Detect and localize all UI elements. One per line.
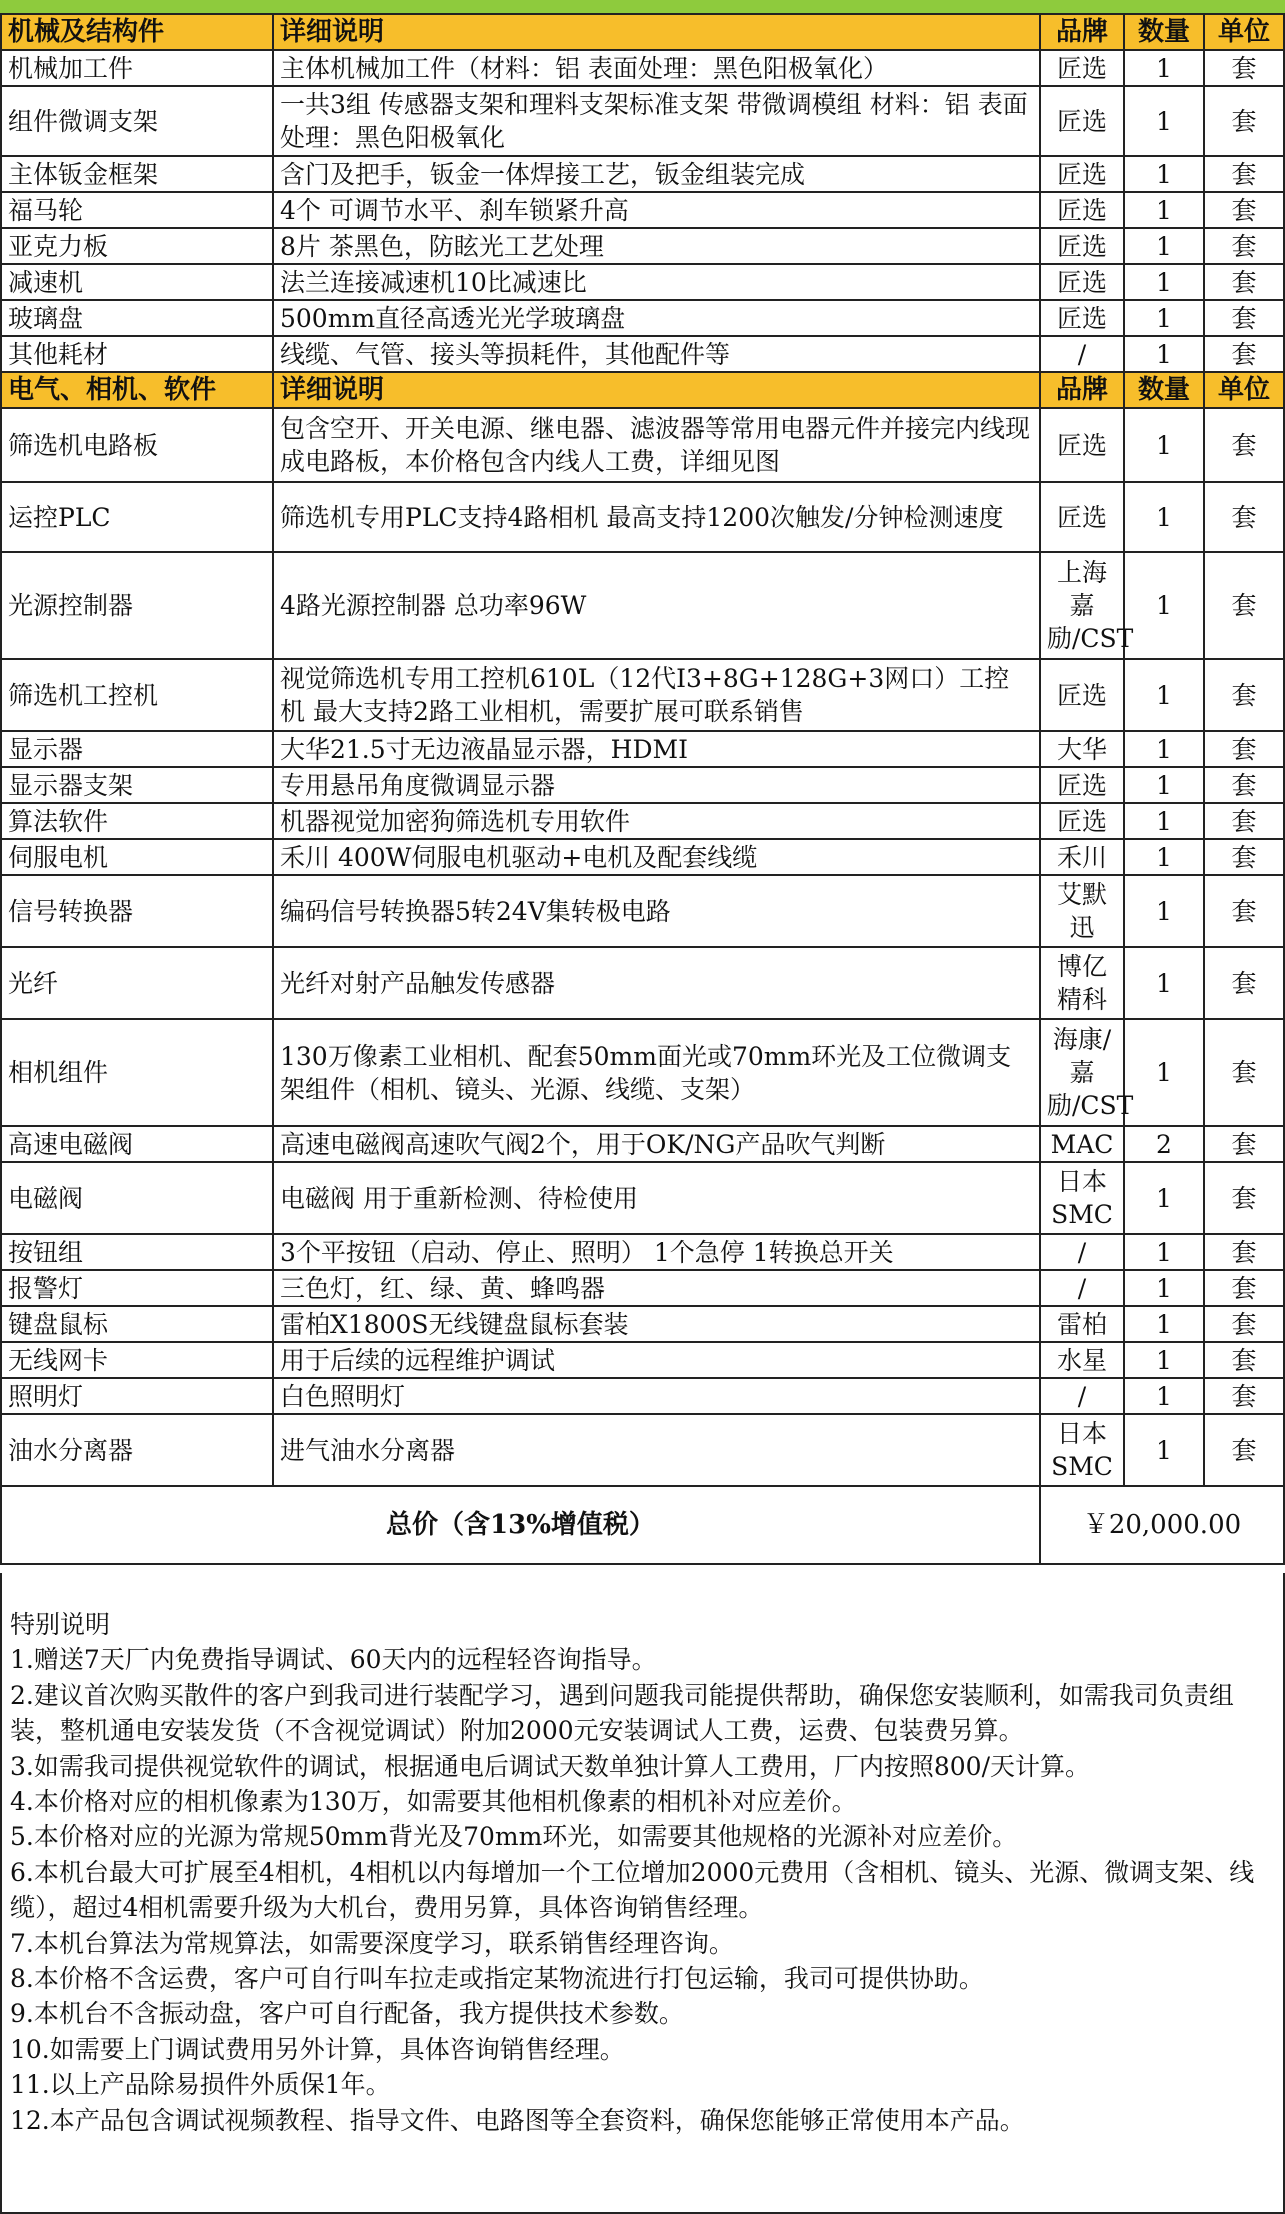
item-brand: 艾默迅 [1040, 875, 1124, 947]
item-quantity: 1 [1124, 731, 1204, 767]
item-description: 8片 茶黑色，防眩光工艺处理 [273, 228, 1040, 264]
item-description: 视觉筛选机专用工控机610L（12代I3+8G+128G+3网口）工控机 最大支持2路工业相机，需要扩展可联系销售 [273, 659, 1040, 731]
item-unit: 套 [1204, 228, 1284, 264]
item-quantity: 1 [1124, 336, 1204, 372]
item-quantity: 1 [1124, 947, 1204, 1019]
item-description: 包含空开、开关电源、继电器、滤波器等常用电器元件并接完内线现成电路板，本价格包含内线人工费，详细见图 [273, 408, 1040, 482]
note-item: 8.本价格不含运费，客户可自行叫车拉走或指定某物流进行打包运输，我司可提供协助。 [10, 1964, 984, 1994]
item-name: 油水分离器 [1, 1414, 273, 1486]
item-name: 筛选机电路板 [1, 408, 273, 482]
total-label: 总价（含13%增值税） [1, 1486, 1040, 1564]
section-unit-header: 单位 [1204, 14, 1284, 50]
item-name: 主体钣金框架 [1, 156, 273, 192]
item-name: 机械加工件 [1, 50, 273, 86]
item-quantity: 1 [1124, 1306, 1204, 1342]
item-quantity: 1 [1124, 482, 1204, 552]
note-item: 12.本产品包含调试视频教程、指导文件、电路图等全套资料，确保您能够正常使用本产品。 [10, 2105, 1025, 2135]
item-unit: 套 [1204, 839, 1284, 875]
item-name: 报警灯 [1, 1270, 273, 1306]
item-description: 4路光源控制器 总功率96W [273, 552, 1040, 659]
item-brand: 匠选 [1040, 300, 1124, 336]
note-item: 11.以上产品除易损件外质保1年。 [10, 2070, 391, 2100]
item-quantity: 1 [1124, 659, 1204, 731]
table-row [1, 264, 1284, 300]
item-quantity: 1 [1124, 875, 1204, 947]
item-description: 编码信号转换器5转24V集转极电路 [273, 875, 1040, 947]
item-quantity: 1 [1124, 86, 1204, 156]
item-brand: 匠选 [1040, 264, 1124, 300]
item-name: 信号转换器 [1, 875, 273, 947]
item-name: 福马轮 [1, 192, 273, 228]
item-name: 玻璃盘 [1, 300, 273, 336]
table-row [1, 192, 1284, 228]
total-price: ￥20,000.00 [1040, 1486, 1284, 1564]
section-header [1, 372, 1284, 408]
table-row [1, 156, 1284, 192]
item-quantity: 1 [1124, 192, 1204, 228]
table-row [1, 552, 1284, 659]
table-row [1, 803, 1284, 839]
item-description: 机器视觉加密狗筛选机专用软件 [273, 803, 1040, 839]
item-name: 按钮组 [1, 1234, 273, 1270]
item-unit: 套 [1204, 86, 1284, 156]
item-unit: 套 [1204, 336, 1284, 372]
item-name: 组件微调支架 [1, 86, 273, 156]
note-item: 5.本价格对应的光源为常规50mm背光及70mm环光，如需要其他规格的光源补对应差价。 [10, 1822, 1018, 1852]
item-brand: 上海嘉励/CST [1040, 552, 1124, 659]
item-description: 3个平按钮（启动、停止、照明） 1个急停 1转换总开关 [273, 1234, 1040, 1270]
item-brand: 日本SMC [1040, 1414, 1124, 1486]
item-brand: 日本SMC [1040, 1162, 1124, 1234]
item-name: 算法软件 [1, 803, 273, 839]
table-row [1, 1234, 1284, 1270]
item-description: 光纤对射产品触发传感器 [273, 947, 1040, 1019]
item-quantity: 1 [1124, 552, 1204, 659]
item-brand: / [1040, 1270, 1124, 1306]
item-brand: 海康/嘉励/CST [1040, 1019, 1124, 1126]
item-brand: / [1040, 336, 1124, 372]
note-item: 1.赠送7天厂内免费指导调试、60天内的远程轻咨询指导。 [10, 1645, 657, 1675]
item-unit: 套 [1204, 482, 1284, 552]
item-quantity: 1 [1124, 228, 1204, 264]
item-name: 无线网卡 [1, 1342, 273, 1378]
table-row [1, 336, 1284, 372]
item-name: 电磁阀 [1, 1162, 273, 1234]
item-brand: 博亿精科 [1040, 947, 1124, 1019]
table-row [1, 1306, 1284, 1342]
item-brand: 大华 [1040, 731, 1124, 767]
item-brand: 水星 [1040, 1342, 1124, 1378]
item-brand: 雷柏 [1040, 1306, 1124, 1342]
notes-list [10, 1642, 1275, 2138]
item-name: 键盘鼠标 [1, 1306, 273, 1342]
item-unit: 套 [1204, 300, 1284, 336]
item-brand: 匠选 [1040, 408, 1124, 482]
table-row [1, 408, 1284, 482]
item-unit: 套 [1204, 1270, 1284, 1306]
section-category: 机械及结构件 [1, 14, 273, 50]
item-description: 大华21.5寸无边液晶显示器，HDMI [273, 731, 1040, 767]
item-name: 伺服电机 [1, 839, 273, 875]
quotation-table [0, 13, 1285, 1565]
item-quantity: 1 [1124, 1378, 1204, 1414]
item-description: 主体机械加工件（材料：铝 表面处理：黑色阳极氧化） [273, 50, 1040, 86]
item-unit: 套 [1204, 731, 1284, 767]
table-row [1, 1342, 1284, 1378]
table-row [1, 839, 1284, 875]
section-brand-header: 品牌 [1040, 372, 1124, 408]
total-row [1, 1486, 1284, 1564]
section-category: 电气、相机、软件 [1, 372, 273, 408]
item-name: 光纤 [1, 947, 273, 1019]
item-unit: 套 [1204, 1414, 1284, 1486]
item-description: 三色灯，红、绿、黄、蜂鸣器 [273, 1270, 1040, 1306]
section-detail-header: 详细说明 [273, 14, 1040, 50]
item-brand: 匠选 [1040, 50, 1124, 86]
table-row [1, 1378, 1284, 1414]
item-quantity: 1 [1124, 1414, 1204, 1486]
item-quantity: 1 [1124, 1342, 1204, 1378]
item-unit: 套 [1204, 1019, 1284, 1126]
item-unit: 套 [1204, 947, 1284, 1019]
item-description: 禾川 400W伺服电机驱动+电机及配套线缆 [273, 839, 1040, 875]
item-quantity: 1 [1124, 300, 1204, 336]
note-item: 2.建议首次购买散件的客户到我司进行装配学习，遇到问题我司能提供帮助，确保您安装顺利，如需我司负责组装，整机通电安装发货（不含视觉调试）附加2000元安装调试人工费，运费、包装费另算。 [10, 1680, 1234, 1746]
item-name: 光源控制器 [1, 552, 273, 659]
table-row [1, 1270, 1284, 1306]
item-unit: 套 [1204, 156, 1284, 192]
item-description: 4个 可调节水平、刹车锁紧升高 [273, 192, 1040, 228]
table-row [1, 947, 1284, 1019]
item-description: 白色照明灯 [273, 1378, 1040, 1414]
note-item: 7.本机台算法为常规算法，如需要深度学习，联系销售经理咨询。 [10, 1928, 734, 1958]
item-description: 线缆、气管、接头等损耗件，其他配件等 [273, 336, 1040, 372]
item-name: 高速电磁阀 [1, 1126, 273, 1162]
item-description: 一共3组 传感器支架和理料支架标准支架 带微调模组 材料：铝 表面处理：黑色阳极氧化 [273, 86, 1040, 156]
item-name: 显示器支架 [1, 767, 273, 803]
item-quantity: 1 [1124, 1234, 1204, 1270]
note-item: 9.本机台不含振动盘，客户可自行配备，我方提供技术参数。 [10, 1999, 684, 2029]
item-unit: 套 [1204, 1162, 1284, 1234]
item-brand: 匠选 [1040, 228, 1124, 264]
item-quantity: 1 [1124, 156, 1204, 192]
section-header [1, 14, 1284, 50]
table-row [1, 767, 1284, 803]
item-quantity: 1 [1124, 1270, 1204, 1306]
item-name: 筛选机工控机 [1, 659, 273, 731]
item-description: 电磁阀 用于重新检测、待检使用 [273, 1162, 1040, 1234]
quotation-table-body [1, 14, 1284, 1486]
item-unit: 套 [1204, 264, 1284, 300]
special-notes [0, 1573, 1285, 2214]
table-row [1, 1126, 1284, 1162]
table-row [1, 482, 1284, 552]
item-name: 显示器 [1, 731, 273, 767]
table-row [1, 300, 1284, 336]
table-row [1, 875, 1284, 947]
section-qty-header: 数量 [1124, 372, 1204, 408]
item-brand: 匠选 [1040, 659, 1124, 731]
item-description: 用于后续的远程维护调试 [273, 1342, 1040, 1378]
item-unit: 套 [1204, 803, 1284, 839]
item-name: 相机组件 [1, 1019, 273, 1126]
section-detail-header: 详细说明 [273, 372, 1040, 408]
item-quantity: 1 [1124, 767, 1204, 803]
item-description: 专用悬吊角度微调显示器 [273, 767, 1040, 803]
item-brand: / [1040, 1378, 1124, 1414]
note-item: 3.如需我司提供视觉软件的调试，根据通电后调试天数单独计算人工费用，厂内按照800/天计算。 [10, 1751, 1090, 1781]
item-unit: 套 [1204, 50, 1284, 86]
item-unit: 套 [1204, 408, 1284, 482]
item-brand: 匠选 [1040, 803, 1124, 839]
item-description: 500mm直径高透光光学玻璃盘 [273, 300, 1040, 336]
item-unit: 套 [1204, 659, 1284, 731]
item-name: 减速机 [1, 264, 273, 300]
note-item: 10.如需要上门调试费用另外计算，具体咨询销售经理。 [10, 2034, 625, 2064]
item-name: 照明灯 [1, 1378, 273, 1414]
table-row [1, 228, 1284, 264]
item-brand: 匠选 [1040, 86, 1124, 156]
section-brand-header: 品牌 [1040, 14, 1124, 50]
item-quantity: 1 [1124, 1162, 1204, 1234]
item-name: 运控PLC [1, 482, 273, 552]
item-brand: MAC [1040, 1126, 1124, 1162]
item-quantity: 1 [1124, 1019, 1204, 1126]
table-row [1, 1414, 1284, 1486]
item-quantity: 1 [1124, 839, 1204, 875]
item-quantity: 2 [1124, 1126, 1204, 1162]
item-unit: 套 [1204, 1234, 1284, 1270]
notes-title: 特别说明 [10, 1610, 111, 1639]
table-row [1, 86, 1284, 156]
item-description: 130万像素工业相机、配套50mm面光或70mm环光及工位微调支架组件（相机、镜头、光源、线缆、支架） [273, 1019, 1040, 1126]
item-brand: 匠选 [1040, 192, 1124, 228]
item-brand: 禾川 [1040, 839, 1124, 875]
item-brand: 匠选 [1040, 767, 1124, 803]
note-item: 6.本机台最大可扩展至4相机，4相机以内每增加一个工位增加2000元费用（含相机、镜头、光源、微调支架、线缆），超过4相机需要升级为大机台，费用另算，具体咨询销售经理。 [10, 1857, 1255, 1923]
item-unit: 套 [1204, 1126, 1284, 1162]
table-row [1, 731, 1284, 767]
item-unit: 套 [1204, 552, 1284, 659]
section-unit-header: 单位 [1204, 372, 1284, 408]
item-description: 筛选机专用PLC支持4路相机 最高支持1200次触发/分钟检测速度 [273, 482, 1040, 552]
item-brand: 匠选 [1040, 156, 1124, 192]
item-quantity: 1 [1124, 264, 1204, 300]
item-description: 含门及把手，钣金一体焊接工艺，钣金组装完成 [273, 156, 1040, 192]
item-unit: 套 [1204, 875, 1284, 947]
item-quantity: 1 [1124, 50, 1204, 86]
item-unit: 套 [1204, 1378, 1284, 1414]
item-quantity: 1 [1124, 408, 1204, 482]
table-row [1, 1162, 1284, 1234]
table-row [1, 1019, 1284, 1126]
table-row [1, 659, 1284, 731]
table-row [1, 50, 1284, 86]
item-description: 雷柏X1800S无线键盘鼠标套装 [273, 1306, 1040, 1342]
item-unit: 套 [1204, 1342, 1284, 1378]
note-item: 4.本价格对应的相机像素为130万，如需要其他相机像素的相机补对应差价。 [10, 1787, 857, 1817]
item-name: 其他耗材 [1, 336, 273, 372]
item-unit: 套 [1204, 1306, 1284, 1342]
section-qty-header: 数量 [1124, 14, 1204, 50]
item-description: 进气油水分离器 [273, 1414, 1040, 1486]
title-banner [0, 0, 1285, 13]
item-name: 亚克力板 [1, 228, 273, 264]
item-description: 高速电磁阀高速吹气阀2个，用于OK/NG产品吹气判断 [273, 1126, 1040, 1162]
item-quantity: 1 [1124, 803, 1204, 839]
item-brand: / [1040, 1234, 1124, 1270]
item-unit: 套 [1204, 767, 1284, 803]
item-description: 法兰连接减速机10比减速比 [273, 264, 1040, 300]
item-unit: 套 [1204, 192, 1284, 228]
item-brand: 匠选 [1040, 482, 1124, 552]
